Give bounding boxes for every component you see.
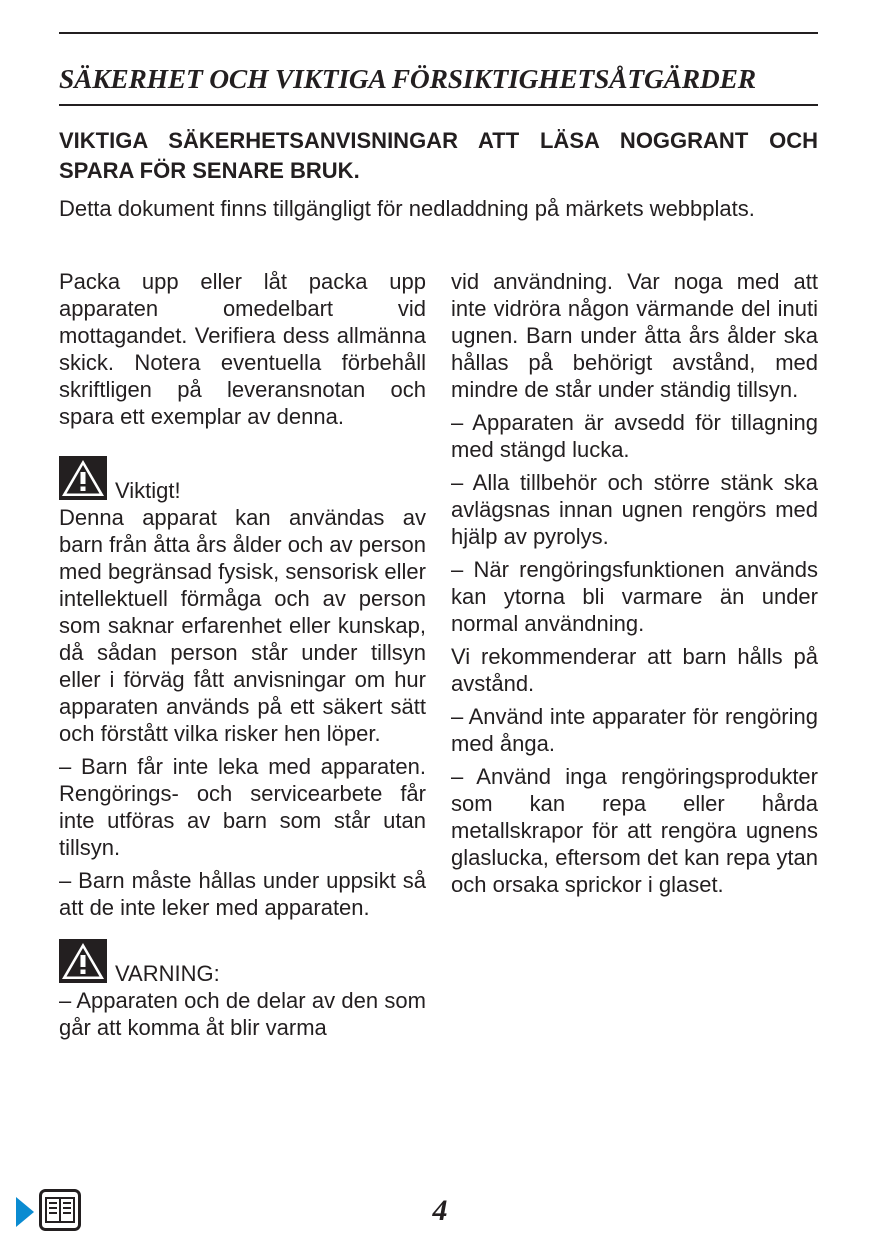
left-column: [59, 268, 426, 1041]
surfaces-hot-paragraph: – När rengöringsfunktionen används kan ytorna bli varmare än under normal användning.: [451, 557, 818, 636]
supervise-paragraph: – Barn måste hållas under uppsikt så att de inte leker med apparaten.: [59, 868, 426, 920]
important-label: Viktigt!: [115, 478, 181, 503]
safety-subheading: VIKTIGA SÄKERHETSANVISNINGAR ATT LÄSA NOGGRANT OCH SPARA FÖR SENARE BRUK.: [59, 128, 818, 183]
no-steam-paragraph: – Använd inte apparater för rengöring med ånga.: [451, 704, 818, 756]
next-page-arrow-icon[interactable]: [16, 1197, 34, 1227]
warning-notice: [59, 939, 426, 986]
remove-accessories-paragraph: – Alla tillbehör och större stänk ska avlägsnas innan ugnen rengörs med hjälp av pyrolys.: [451, 470, 818, 549]
closed-door-paragraph: – Apparaten är avsedd för tillagning med stängd lucka.: [451, 410, 818, 462]
important-notice: [59, 456, 426, 503]
manual-book-icon: [39, 1189, 81, 1236]
warning-triangle-icon: [59, 939, 107, 983]
no-abrasives-paragraph: – Använd inga rengöringsprodukter som kan repa eller hårda metallskrapor för att rengöra ugnens glaslucka, eftersom det kan repa ytan och orsaka sprickor i glaset.: [451, 764, 818, 897]
page-number: 4: [432, 1194, 448, 1227]
warning-label: VARNING:: [115, 961, 220, 986]
right-column: [451, 268, 818, 898]
keep-away-paragraph: Vi rekommenderar att barn hålls på avstånd.: [451, 644, 818, 696]
section-title: SÄKERHET OCH VIKTIGA FÖRSIKTIGHETSÅTGÄRDER: [59, 63, 756, 94]
children-use-paragraph: Denna apparat kan användas av barn från åtta års ålder och av person med begränsad fysisk, sensorisk eller intellektuell förmåga och av person som saknar erfarenhet eller kunskap, då sådan person står under tillsyn eller i förväg fått anvisningar om hur apparaten används på ett säkert sätt och förstått vilka risker hen löper.: [59, 505, 426, 746]
intro-text: Detta dokument finns tillgängligt för nedladdning på märkets webbplats.: [59, 196, 755, 221]
no-play-paragraph: – Barn får inte leka med apparaten. Rengörings- och servicearbete får inte utföras av barn som står utan tillsyn.: [59, 754, 426, 860]
hot-parts-paragraph: – Apparaten och de delar av den som går att komma åt blir varma: [59, 988, 426, 1040]
hot-parts-continued-paragraph: vid användning. Var noga med att inte vidröra någon värmande del inuti ugnen. Barn under åtta års ålder ska hållas på behörigt avstånd, med mindre de står under ständig tillsyn.: [451, 269, 818, 402]
unpack-paragraph: Packa upp eller låt packa upp apparaten omedelbart vid mottagandet. Verifiera dess allmänna skick. Notera eventuella förbehåll skriftligen på leveransnotan och spara ett exemplar av denna.: [59, 269, 426, 429]
warning-triangle-icon: [59, 456, 107, 500]
title-rule: [59, 104, 818, 106]
top-rule: [59, 32, 818, 34]
